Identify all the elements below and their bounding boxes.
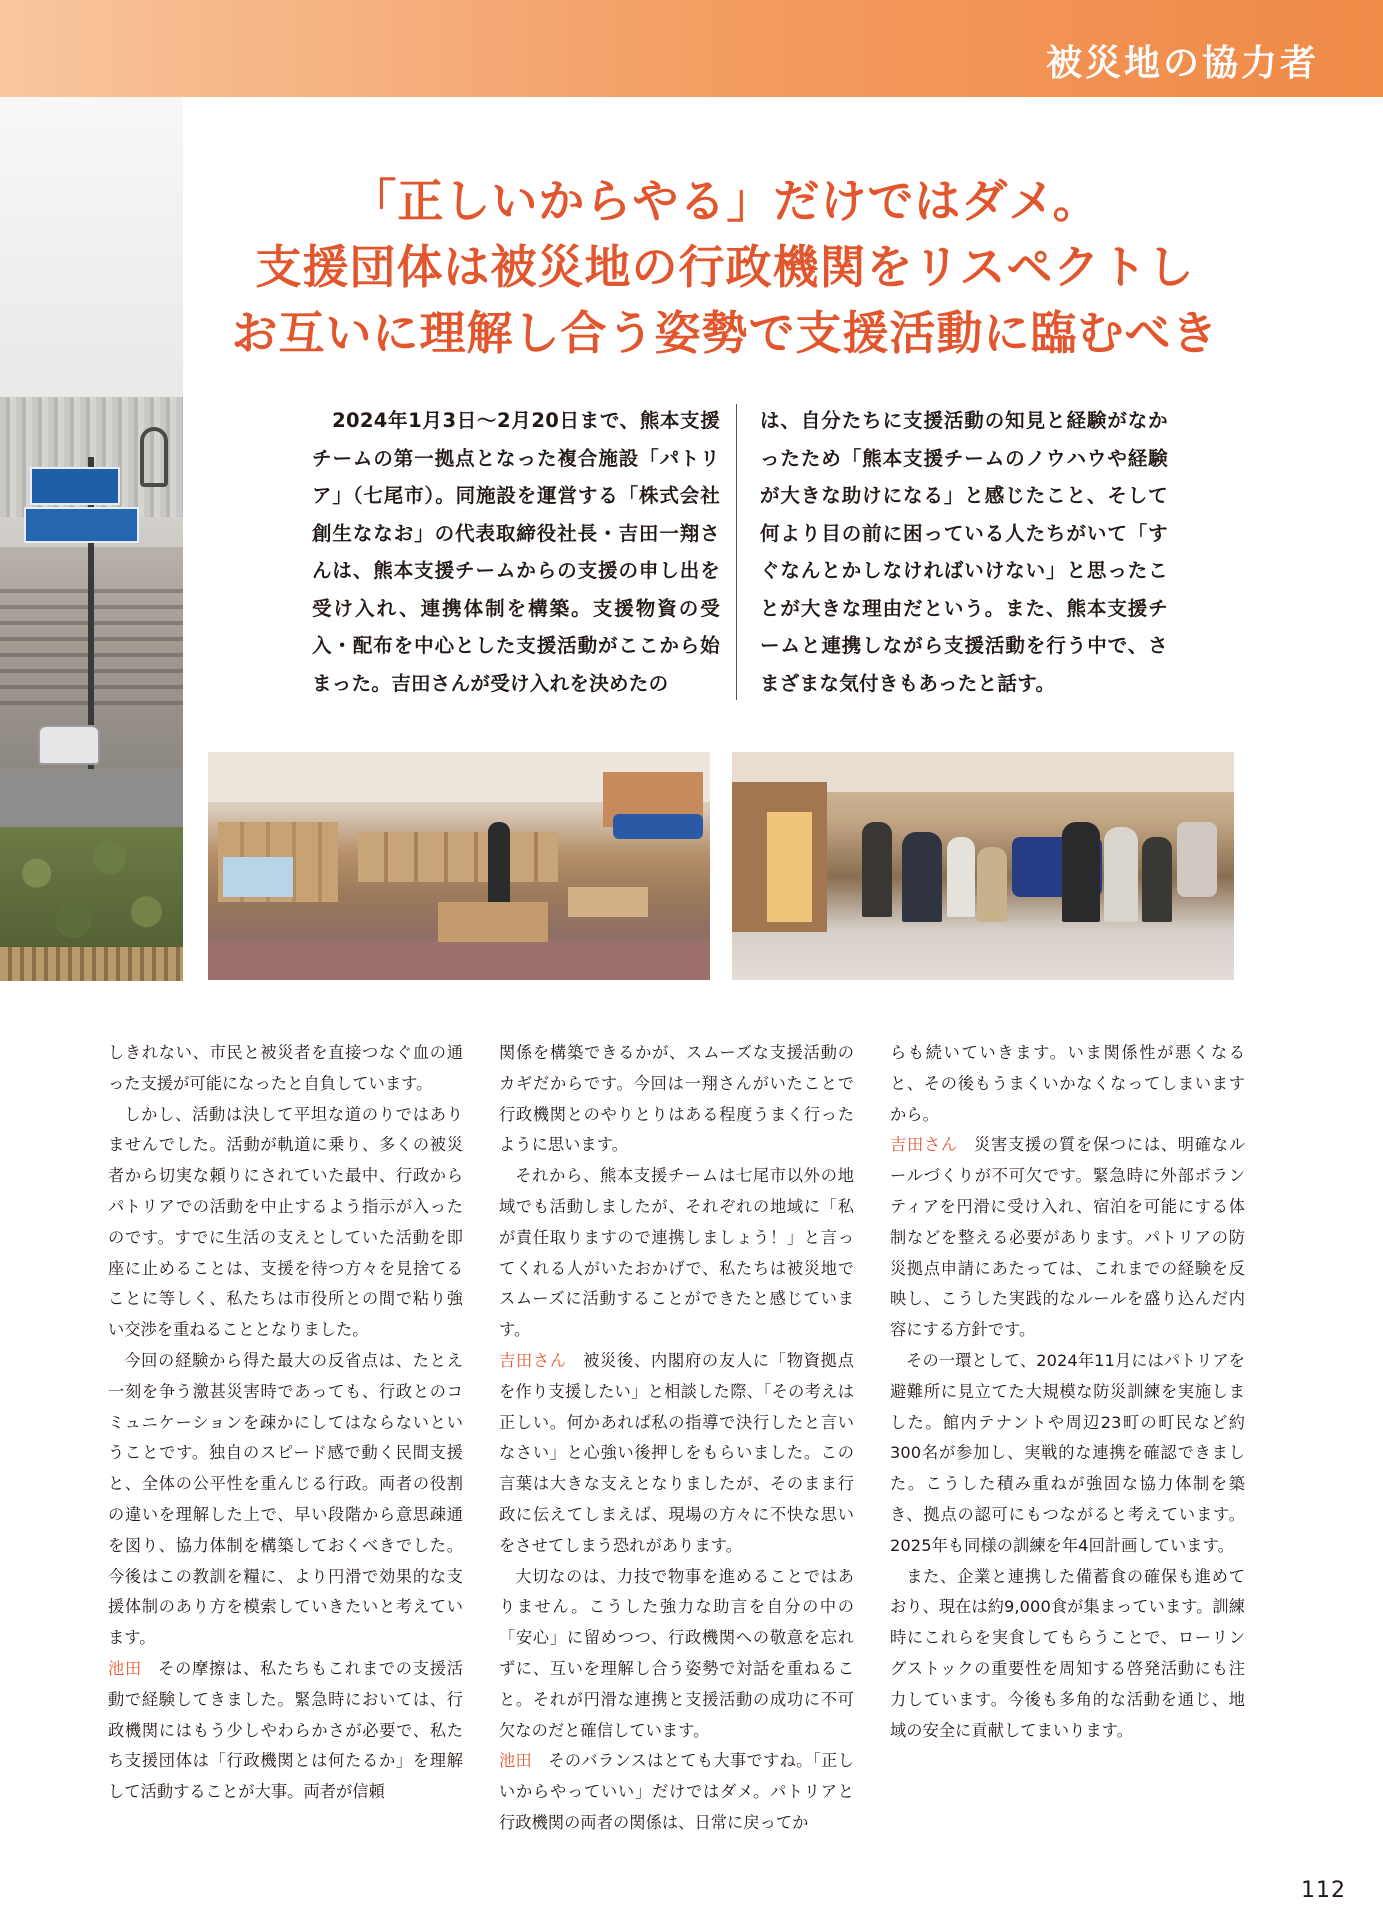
headline-line-1: 「正しいからやる」だけではダメ。 [350, 174, 1100, 228]
support-activity-photo [732, 752, 1234, 980]
section-label: 被災地の協力者 [1045, 43, 1319, 84]
intro-left-column: 2024年1月3日～2月20日まで、熊本支援チームの第一拠点となった複合施設「パトリア」（七尾市）。同施設を運営する「株式会社創生ななお」の代表取締役社長・吉田一翔さんは、熊本支援チームからの支援の申し出を受け入れ、連携体制を構築。支援物資の受入・配布を中心とした支援活動がここから始まった。吉田さんが受け入れを決めたの [312, 409, 721, 695]
intro-divider [736, 404, 737, 700]
paragraph: らも続いていきます。いま関係性が悪くなると、その後もうまくいかなくなってしまいますから。 [890, 1043, 1245, 1124]
paragraph [499, 1346, 854, 1562]
paragraph: 今回の経験から得た最大の反省点は、たとえ一刻を争う激甚災害時であっても、行政とのコミュニケーションを疎かにしてはならないということです。独自のスピード感で動く民間支援と、全体の公平性を重んじる行政。両者の役割の違いを理解した上で、早い段階から意思疎通を図り、協力体制を構築しておくべきでした。今後はこの教訓を糧に、より円滑で効果的な支援体制のあり方を模索していきたいと考えています。 [108, 1350, 463, 1648]
paragraph: 関係を構築できるかが、スムーズな支援活動のカギだからです。今回は一翔さんがいたことで行政機関とのやりとりはある程度うまく行ったように思います。 [499, 1043, 854, 1155]
paragraph: それから、熊本支援チームは七尾市以外の地域でも活動しましたが、それぞれの地域に「私が責任取りますので連携しましょう！」と言ってくれる人がいたおかげで、私たちは被災地でスムーズに活動することができたと感じています。 [499, 1166, 854, 1340]
body-column-1 [108, 1038, 463, 1808]
paragraph: また、企業と連携した備蓄食の確保も進めており、現在は約9,000食が集まっています。訓練時にこれらを実食してもらうことで、ローリングストックの重要性を周知する啓発活動にも注力しています。今後も多角的な活動を通じ、地域の安全に貢献してまいります。 [890, 1566, 1246, 1740]
paragraph: しきれない、市民と被災者を直接つなぐ血の通った支援が可能になったと自負しています。 [108, 1043, 463, 1093]
paragraph [499, 1746, 854, 1838]
body-column-2 [499, 1038, 854, 1839]
speaker-name: 池田 [499, 1751, 533, 1771]
page-number: 112 [1301, 1878, 1346, 1903]
paragraph: 大切なのは、力技で物事を進めることではありません。こうした強力な助言を自分の中の「安心」に留めつつ、行政機関への敬意を忘れずに、互いを理解し合う姿勢で対話を重ねること。それが円滑な連携と支援活動の成功に不可欠なのだと確信しています。 [499, 1566, 854, 1740]
headline-line-3: お互いに理解し合う姿勢で支援活動に臨むべき [231, 306, 1219, 360]
speaker-name: 池田 [108, 1658, 142, 1678]
body-column-3 [890, 1038, 1245, 1746]
supply-warehouse-photo [208, 752, 710, 980]
speaker-name: 吉田さん [499, 1350, 567, 1370]
headline [200, 168, 1250, 366]
speaker-text: そのバランスはとても大事ですね。「正しいからやっていい」だけではダメ。パトリアと行政機関の両者の関係は、日常に戻ってか [499, 1751, 855, 1832]
headline-line-2: 支援団体は被災地の行政機関をリスペクトし [255, 240, 1195, 294]
intro-right-column: は、自分たちに支援活動の知見と経験がなかったため「熊本支援チームのノウハウや経験が大きな助けになる」と感じたこと、そして何より目の前に困っている人たちがいて「すぐなんとかしなければいけない」と思ったことが大きな理由だという。また、熊本支援チームと連携しながら支援活動を行う中で、さまざまな気付きもあったと話す。 [760, 409, 1168, 695]
street-photo [0, 97, 183, 981]
paragraph [108, 1654, 463, 1808]
paragraph [890, 1130, 1245, 1346]
road-sign-icon [30, 467, 120, 505]
speaker-text: その摩擦は、私たちもこれまでの支援活動で経験してきました。緊急時においては、行政機関にはもう少しやわらかさが必要で、私たち支援団体は「行政機関とは何たるか」を理解して活動することが大事。両者が信頼 [108, 1658, 463, 1802]
paragraph: その一環として、2024年11月にはパトリアを避難所に見立てた大規模な防災訓練を実施しました。館内テナントや周辺23町の町民など約300名が参加し、実戦的な連携を確認できました。こうした積み重ねが強固な協力体制を築き、拠点の認可にもつながると考えています。2025年も同様の訓練を年4回計画しています。 [890, 1350, 1245, 1555]
speaker-text: 被災後、内閣府の友人に「物資拠点を作り支援したい」と相談した際、「その考えは正しい。何かあれば私の指導で決行したと言いなさい」と心強い後押しをもらいました。この言葉は大きな支えとなりましたが、そのまま行政に伝えてしまえば、現場の方々に不快な思いをさせてしまう恐れがあります。 [499, 1350, 854, 1555]
speaker-name: 吉田さん [890, 1135, 958, 1155]
speaker-text: 災害支援の質を保つには、明確なルールづくりが不可欠です。緊急時に外部ボランティアを円滑に受け入れ、宿泊を可能にする体制などを整える必要があります。パトリアの防災拠点申請にあたっては、これまでの経験を反映し、こうした実践的なルールを盛り込んだ内容にする方針です。 [890, 1135, 1245, 1340]
paragraph: しかし、活動は決して平坦な道のりではありませんでした。活動が軌道に乗り、多くの被災者から切実な頼りにされていた最中、行政からパトリアでの活動を中止するよう指示が入ったのです。すでに生活の支えとしていた活動を即座に止めることは、支援を待つ方々を見捨てることに等しく、私たちは市役所との間で粘り強い交渉を重ねることとなりました。 [108, 1104, 463, 1340]
